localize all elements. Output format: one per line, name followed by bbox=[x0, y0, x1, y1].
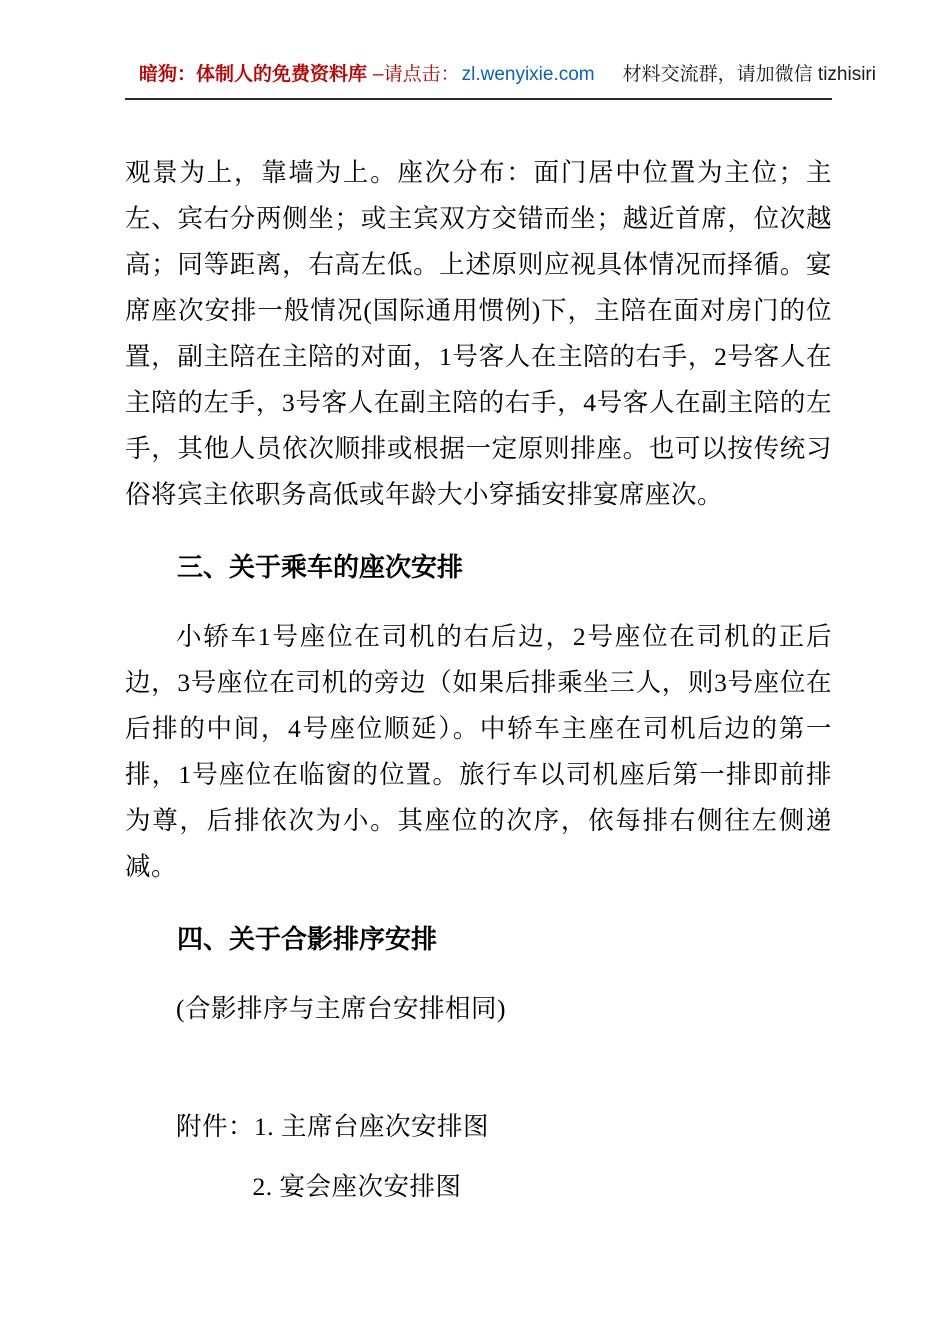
header-divider bbox=[125, 98, 832, 100]
paragraph-banquet-seating: 观景为上，靠墙为上。座次分布：面门居中位置为主位；主左、宾右分两侧坐；或主宾双方交错而坐；越近首席，位次越高；同等距离，右高左低。上述原则应视具体情况而择循。宴席座次安排一般情况(国际通用惯例)下，主陪在面对房门的位置，副主陪在主陪的对面，1号客人在主陪的右手，2号客人在主陪的左手，3号客人在副主陪的右手，4号客人在副主陪的左手，其他人员依次顺排或根据一定原则排座。也可以按传统习俗将宾主依职务高低或年龄大小穿插安排宴席座次。 bbox=[125, 158, 832, 509]
paragraph-vehicle-seating: 小轿车1号座位在司机的右后边，2号座位在司机的正后边，3号座位在司机的旁边（如果后排乘坐三人，则3号座位在后排的中间，4号座位顺延）。中轿车主座在司机后边的第一排，1号座位在临窗的位置。旅行车以司机座后第一排即前排为尊，后排依次为小。其座位的次序，依每排右侧往左侧递减。 bbox=[125, 622, 832, 881]
document-body bbox=[125, 150, 832, 1210]
attachment-item-2: 2. 宴会座次安排图 bbox=[252, 1172, 462, 1201]
section-heading-photo-order: 四、关于合影排序安排 bbox=[177, 924, 438, 954]
attachments-block bbox=[125, 1104, 832, 1210]
page-header bbox=[125, 62, 876, 88]
attachment-item-1: 附件：1. 主席台座次安排图 bbox=[176, 1112, 490, 1141]
header-prompt: –请点击： bbox=[373, 64, 460, 85]
header-note: 材料交流群，请加微信 tizhisiri bbox=[622, 64, 876, 85]
paragraph-photo-note: (合影排序与主席台安排相同) bbox=[176, 994, 506, 1023]
header-brand: 暗狗：体制人的免费资料库 bbox=[139, 64, 368, 85]
section-heading-vehicle-seating: 三、关于乘车的座次安排 bbox=[177, 552, 464, 582]
header-link[interactable]: zl.wenyixie.com bbox=[461, 64, 595, 85]
